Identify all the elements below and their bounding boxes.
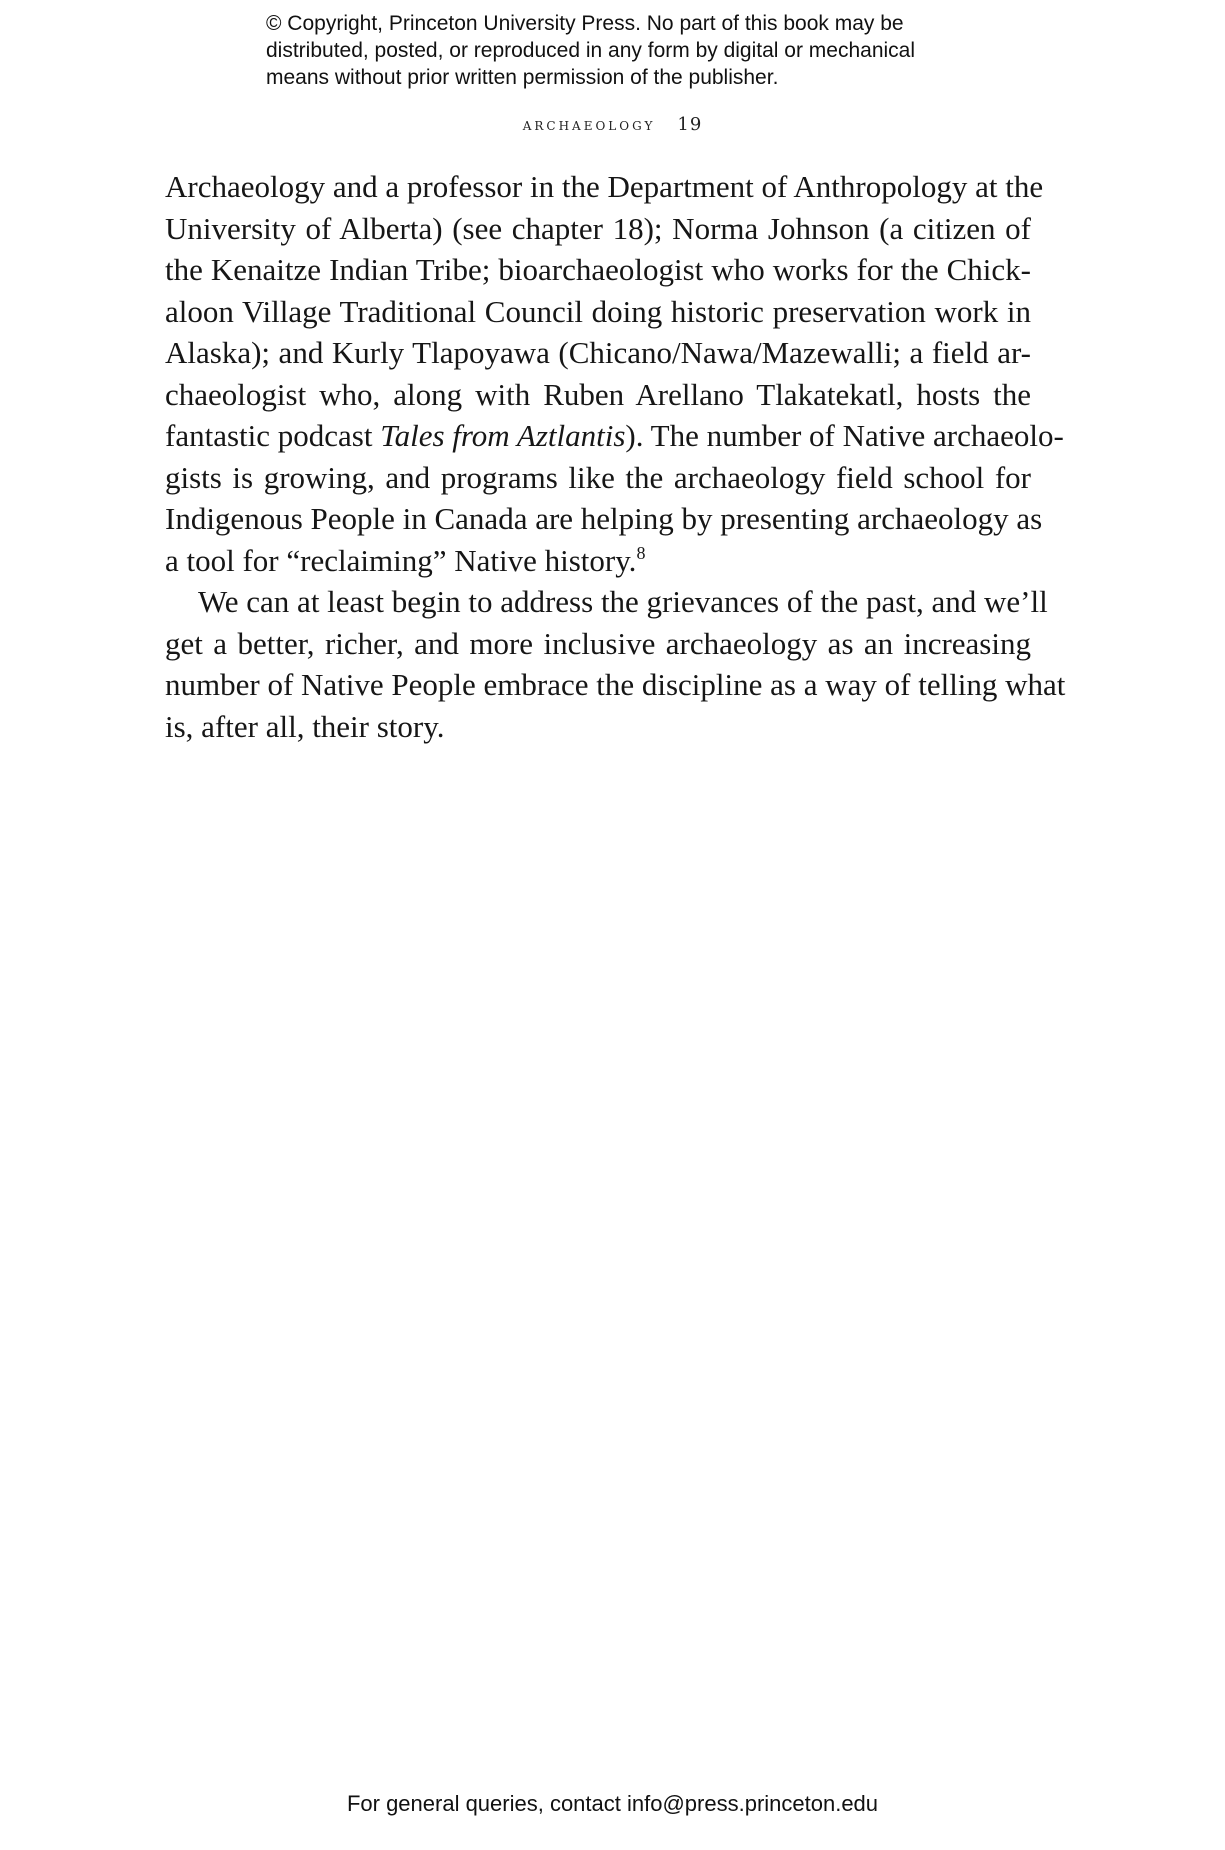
text-line: Archaeology and a professor in the Department of Anthropology at the bbox=[165, 169, 1044, 204]
text-fragment: a tool for “reclaiming” Native history. bbox=[165, 542, 637, 578]
copyright-line: distributed, posted, or reproduced in any form by digital or mechanical bbox=[266, 39, 916, 62]
text-line: get a better, richer, and more inclusive archaeology as an increasing bbox=[165, 625, 1031, 661]
text-line: Indigenous People in Canada are helping by presenting archaeology as bbox=[165, 501, 1043, 536]
text-line: chaeologist who, along with Ruben Arellano Tlakatekatl, hosts the bbox=[165, 376, 1031, 412]
copyright-line: means without prior written permission of the publisher. bbox=[266, 66, 779, 89]
text-line bbox=[165, 540, 1031, 582]
text-line: We can at least begin to address the grievances of the past, and we’ll bbox=[198, 584, 1048, 619]
text-line: aloon Village Traditional Council doing historic preservation work in bbox=[165, 293, 1031, 329]
copyright-notice bbox=[266, 10, 1026, 91]
copyright-line: © Copyright, Princeton University Press. No part of this book may be bbox=[266, 12, 904, 35]
text-fragment: ). The number of Native archaeolo- bbox=[625, 418, 1064, 453]
text-line: gists is growing, and programs like the archaeology field school for bbox=[165, 459, 1031, 495]
text-line bbox=[165, 415, 1064, 457]
text-line: the Kenaitze Indian Tribe; bioarchaeologist who works for the Chick- bbox=[165, 252, 1031, 287]
podcast-title: Tales from Aztlantis bbox=[380, 418, 626, 453]
footnote-reference[interactable]: 8 bbox=[636, 542, 646, 563]
paragraph-1 bbox=[165, 166, 1064, 581]
text-line: number of Native People embrace the discipline as a way of telling what bbox=[165, 667, 1066, 702]
paragraph-2 bbox=[165, 581, 1066, 747]
body-text bbox=[165, 166, 1066, 747]
footer-contact: For general queries, contact info@press.princeton.edu bbox=[346, 1791, 879, 1816]
page-number: 19 bbox=[677, 114, 703, 135]
text-line: is, after all, their story. bbox=[165, 708, 445, 744]
text-fragment: fantastic podcast bbox=[165, 418, 381, 453]
running-head bbox=[0, 114, 1225, 135]
text-line: Alaska); and Kurly Tlapoyawa (Chicano/Nawa/Mazewalli; a field ar- bbox=[165, 335, 1031, 370]
running-head-title: archaeology bbox=[522, 115, 656, 135]
text-line: University of Alberta) (see chapter 18); Norma Johnson (a citizen of bbox=[165, 210, 1031, 246]
